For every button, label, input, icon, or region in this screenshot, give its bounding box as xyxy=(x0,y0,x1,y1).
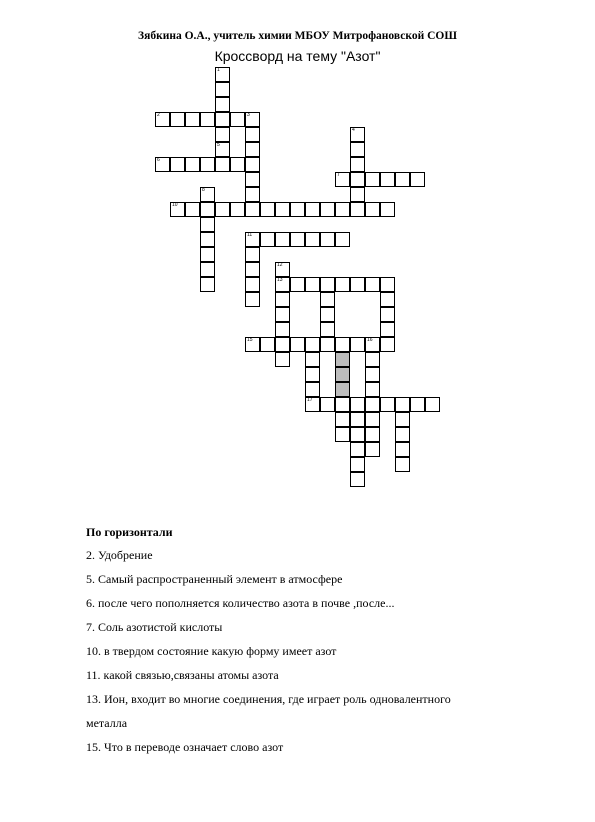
crossword-cell[interactable] xyxy=(395,412,410,427)
crossword-cell[interactable] xyxy=(350,337,365,352)
crossword-cell[interactable] xyxy=(350,412,365,427)
crossword-cell[interactable] xyxy=(365,427,380,442)
crossword-cell[interactable] xyxy=(320,397,335,412)
crossword-cell[interactable] xyxy=(200,232,215,247)
crossword-cell[interactable] xyxy=(395,172,410,187)
crossword-cell[interactable] xyxy=(275,337,290,352)
crossword-cell[interactable] xyxy=(395,397,410,412)
crossword-cell[interactable] xyxy=(305,367,320,382)
crossword-cell[interactable] xyxy=(335,232,350,247)
crossword-cell[interactable] xyxy=(290,232,305,247)
crossword-cell[interactable] xyxy=(335,412,350,427)
clue-number: 12 xyxy=(277,262,283,268)
crossword-cell[interactable] xyxy=(350,277,365,292)
crossword-cell[interactable] xyxy=(245,157,260,172)
crossword-cell[interactable] xyxy=(275,202,290,217)
crossword-cell[interactable] xyxy=(395,457,410,472)
crossword-cell[interactable] xyxy=(305,352,320,367)
crossword-cell[interactable] xyxy=(200,277,215,292)
clue-number: 8 xyxy=(202,187,205,193)
crossword-cell[interactable] xyxy=(350,427,365,442)
crossword-cell[interactable] xyxy=(245,127,260,142)
crossword-cell[interactable] xyxy=(335,382,350,397)
clue-number: 4 xyxy=(352,127,355,133)
crossword-cell[interactable] xyxy=(155,157,170,172)
crossword-cell[interactable] xyxy=(245,337,260,352)
crossword-cell[interactable] xyxy=(290,337,305,352)
clue-number: 17 xyxy=(307,397,313,403)
crossword-cell[interactable] xyxy=(335,337,350,352)
clue-number: 1 xyxy=(217,67,220,73)
crossword-cell[interactable] xyxy=(170,202,185,217)
crossword-cell[interactable] xyxy=(245,112,260,127)
crossword-cell[interactable] xyxy=(215,67,230,82)
crossword-cell[interactable] xyxy=(245,232,260,247)
crossword-cell[interactable] xyxy=(215,142,230,157)
crossword-cell[interactable] xyxy=(350,187,365,202)
crossword-cell[interactable] xyxy=(305,232,320,247)
crossword-cell[interactable] xyxy=(365,172,380,187)
crossword-cell[interactable] xyxy=(410,172,425,187)
crossword-cell[interactable] xyxy=(200,262,215,277)
clue-number: 3 xyxy=(247,112,250,118)
crossword-cell[interactable] xyxy=(275,277,290,292)
clue-number: 5 xyxy=(217,142,220,148)
crossword-cell[interactable] xyxy=(380,202,395,217)
crossword-cell[interactable] xyxy=(200,202,215,217)
crossword-cell[interactable] xyxy=(230,112,245,127)
crossword-cell[interactable] xyxy=(320,202,335,217)
clue-7: 7. Соль азотистой кислоты xyxy=(86,620,223,634)
crossword-cell[interactable] xyxy=(320,307,335,322)
crossword-cell[interactable] xyxy=(290,277,305,292)
crossword-cell[interactable] xyxy=(365,277,380,292)
crossword-cell[interactable] xyxy=(350,397,365,412)
clue-number: 11 xyxy=(247,232,253,238)
crossword-cell[interactable] xyxy=(200,187,215,202)
crossword-cell[interactable] xyxy=(200,247,215,262)
crossword-cell[interactable] xyxy=(380,307,395,322)
crossword-cell[interactable] xyxy=(260,337,275,352)
clue-number: 2 xyxy=(157,112,160,118)
crossword-cell[interactable] xyxy=(380,337,395,352)
crossword-cell[interactable] xyxy=(185,112,200,127)
crossword-cell[interactable] xyxy=(320,277,335,292)
crossword-cell[interactable] xyxy=(350,142,365,157)
crossword-cell[interactable] xyxy=(365,442,380,457)
clue-10: 10. в твердом состояние какую форму имеет азот xyxy=(86,644,337,658)
crossword-cell[interactable] xyxy=(350,127,365,142)
crossword-cell[interactable] xyxy=(365,367,380,382)
crossword-cell[interactable] xyxy=(335,352,350,367)
crossword-cell[interactable] xyxy=(215,127,230,142)
crossword-cell[interactable] xyxy=(275,307,290,322)
crossword-cell[interactable] xyxy=(365,412,380,427)
crossword-cell[interactable] xyxy=(200,217,215,232)
crossword-cell[interactable] xyxy=(275,262,290,277)
crossword-cell[interactable] xyxy=(350,442,365,457)
crossword-cell[interactable] xyxy=(185,202,200,217)
crossword-cell[interactable] xyxy=(320,292,335,307)
clue-13-continued: металла xyxy=(86,716,128,730)
clue-number: 16 xyxy=(367,337,373,343)
crossword-cell[interactable] xyxy=(395,427,410,442)
clue-number: 7 xyxy=(337,172,340,178)
crossword-cell[interactable] xyxy=(350,472,365,487)
crossword-cell[interactable] xyxy=(305,202,320,217)
clue-number: 15 xyxy=(247,337,253,343)
crossword-cell[interactable] xyxy=(320,232,335,247)
clues-horizontal-heading: По горизонтали xyxy=(86,525,173,539)
clue-2: 2. Удобрение xyxy=(86,548,153,562)
crossword-cell[interactable] xyxy=(170,112,185,127)
crossword-cell[interactable] xyxy=(365,382,380,397)
crossword-cell[interactable] xyxy=(380,172,395,187)
crossword-cell[interactable] xyxy=(200,112,215,127)
crossword-cell[interactable] xyxy=(335,427,350,442)
page-title: Кроссворд на тему "Азот" xyxy=(214,48,381,64)
crossword-cell[interactable] xyxy=(200,157,215,172)
crossword-cell[interactable] xyxy=(350,172,365,187)
crossword-cell[interactable] xyxy=(350,457,365,472)
crossword-cell[interactable] xyxy=(275,232,290,247)
crossword-cell[interactable] xyxy=(380,292,395,307)
crossword-cell[interactable] xyxy=(260,202,275,217)
crossword-cell[interactable] xyxy=(245,292,260,307)
crossword-cell[interactable] xyxy=(395,442,410,457)
crossword-cell[interactable] xyxy=(245,247,260,262)
clue-number: 6 xyxy=(157,157,160,163)
clue-13: 13. Ион, входит во многие соединения, где играет роль одновалентного xyxy=(86,692,451,706)
crossword-cell[interactable] xyxy=(335,172,350,187)
crossword-cell[interactable] xyxy=(215,97,230,112)
crossword-cell[interactable] xyxy=(335,202,350,217)
crossword-cell[interactable] xyxy=(350,157,365,172)
crossword-cell[interactable] xyxy=(275,322,290,337)
crossword-cell[interactable] xyxy=(365,202,380,217)
crossword-cell[interactable] xyxy=(380,277,395,292)
crossword-cell[interactable] xyxy=(245,277,260,292)
crossword-cell[interactable] xyxy=(275,352,290,367)
crossword-cell[interactable] xyxy=(215,82,230,97)
clue-11: 11. какой связью,связаны атомы азота xyxy=(86,668,279,682)
crossword-cell[interactable] xyxy=(410,397,425,412)
crossword-cell[interactable] xyxy=(335,277,350,292)
crossword-cell[interactable] xyxy=(215,112,230,127)
crossword-cell[interactable] xyxy=(245,172,260,187)
crossword-cell[interactable] xyxy=(365,352,380,367)
crossword-cell[interactable] xyxy=(335,397,350,412)
crossword-cell[interactable] xyxy=(245,202,260,217)
crossword-cell[interactable] xyxy=(350,202,365,217)
clue-number: 10 xyxy=(172,202,178,208)
crossword-cell[interactable] xyxy=(245,187,260,202)
crossword-cell[interactable] xyxy=(230,202,245,217)
clue-number: 13 xyxy=(277,277,283,283)
crossword-cell[interactable] xyxy=(245,142,260,157)
crossword-cell[interactable] xyxy=(260,232,275,247)
crossword-cell[interactable] xyxy=(380,397,395,412)
crossword-cell[interactable] xyxy=(320,322,335,337)
crossword-cell[interactable] xyxy=(275,292,290,307)
clue-15: 15. Что в переводе означает слово азот xyxy=(86,740,284,754)
crossword-cell[interactable] xyxy=(215,202,230,217)
crossword-cell[interactable] xyxy=(215,157,230,172)
crossword-cell[interactable] xyxy=(320,337,335,352)
crossword-cell[interactable] xyxy=(230,157,245,172)
crossword-cell[interactable] xyxy=(305,382,320,397)
crossword-cell[interactable] xyxy=(305,397,320,412)
crossword-cell[interactable] xyxy=(365,337,380,352)
crossword-cell[interactable] xyxy=(185,157,200,172)
crossword-cell[interactable] xyxy=(365,397,380,412)
clue-5: 5. Самый распространенный элемент в атмосфере xyxy=(86,572,343,586)
crossword-cell[interactable] xyxy=(335,367,350,382)
crossword-cell[interactable] xyxy=(305,277,320,292)
clue-6: 6. после чего пополняется количество азота в почве ,после... xyxy=(86,596,395,610)
crossword-cell[interactable] xyxy=(290,202,305,217)
crossword-cell[interactable] xyxy=(155,112,170,127)
author-line: Зябкина О.А., учитель химии МБОУ Митрофановской СОШ xyxy=(138,30,457,42)
crossword-cell[interactable] xyxy=(305,337,320,352)
crossword-cell[interactable] xyxy=(170,157,185,172)
crossword-cell[interactable] xyxy=(245,262,260,277)
crossword-cell[interactable] xyxy=(380,322,395,337)
crossword-cell[interactable] xyxy=(425,397,440,412)
